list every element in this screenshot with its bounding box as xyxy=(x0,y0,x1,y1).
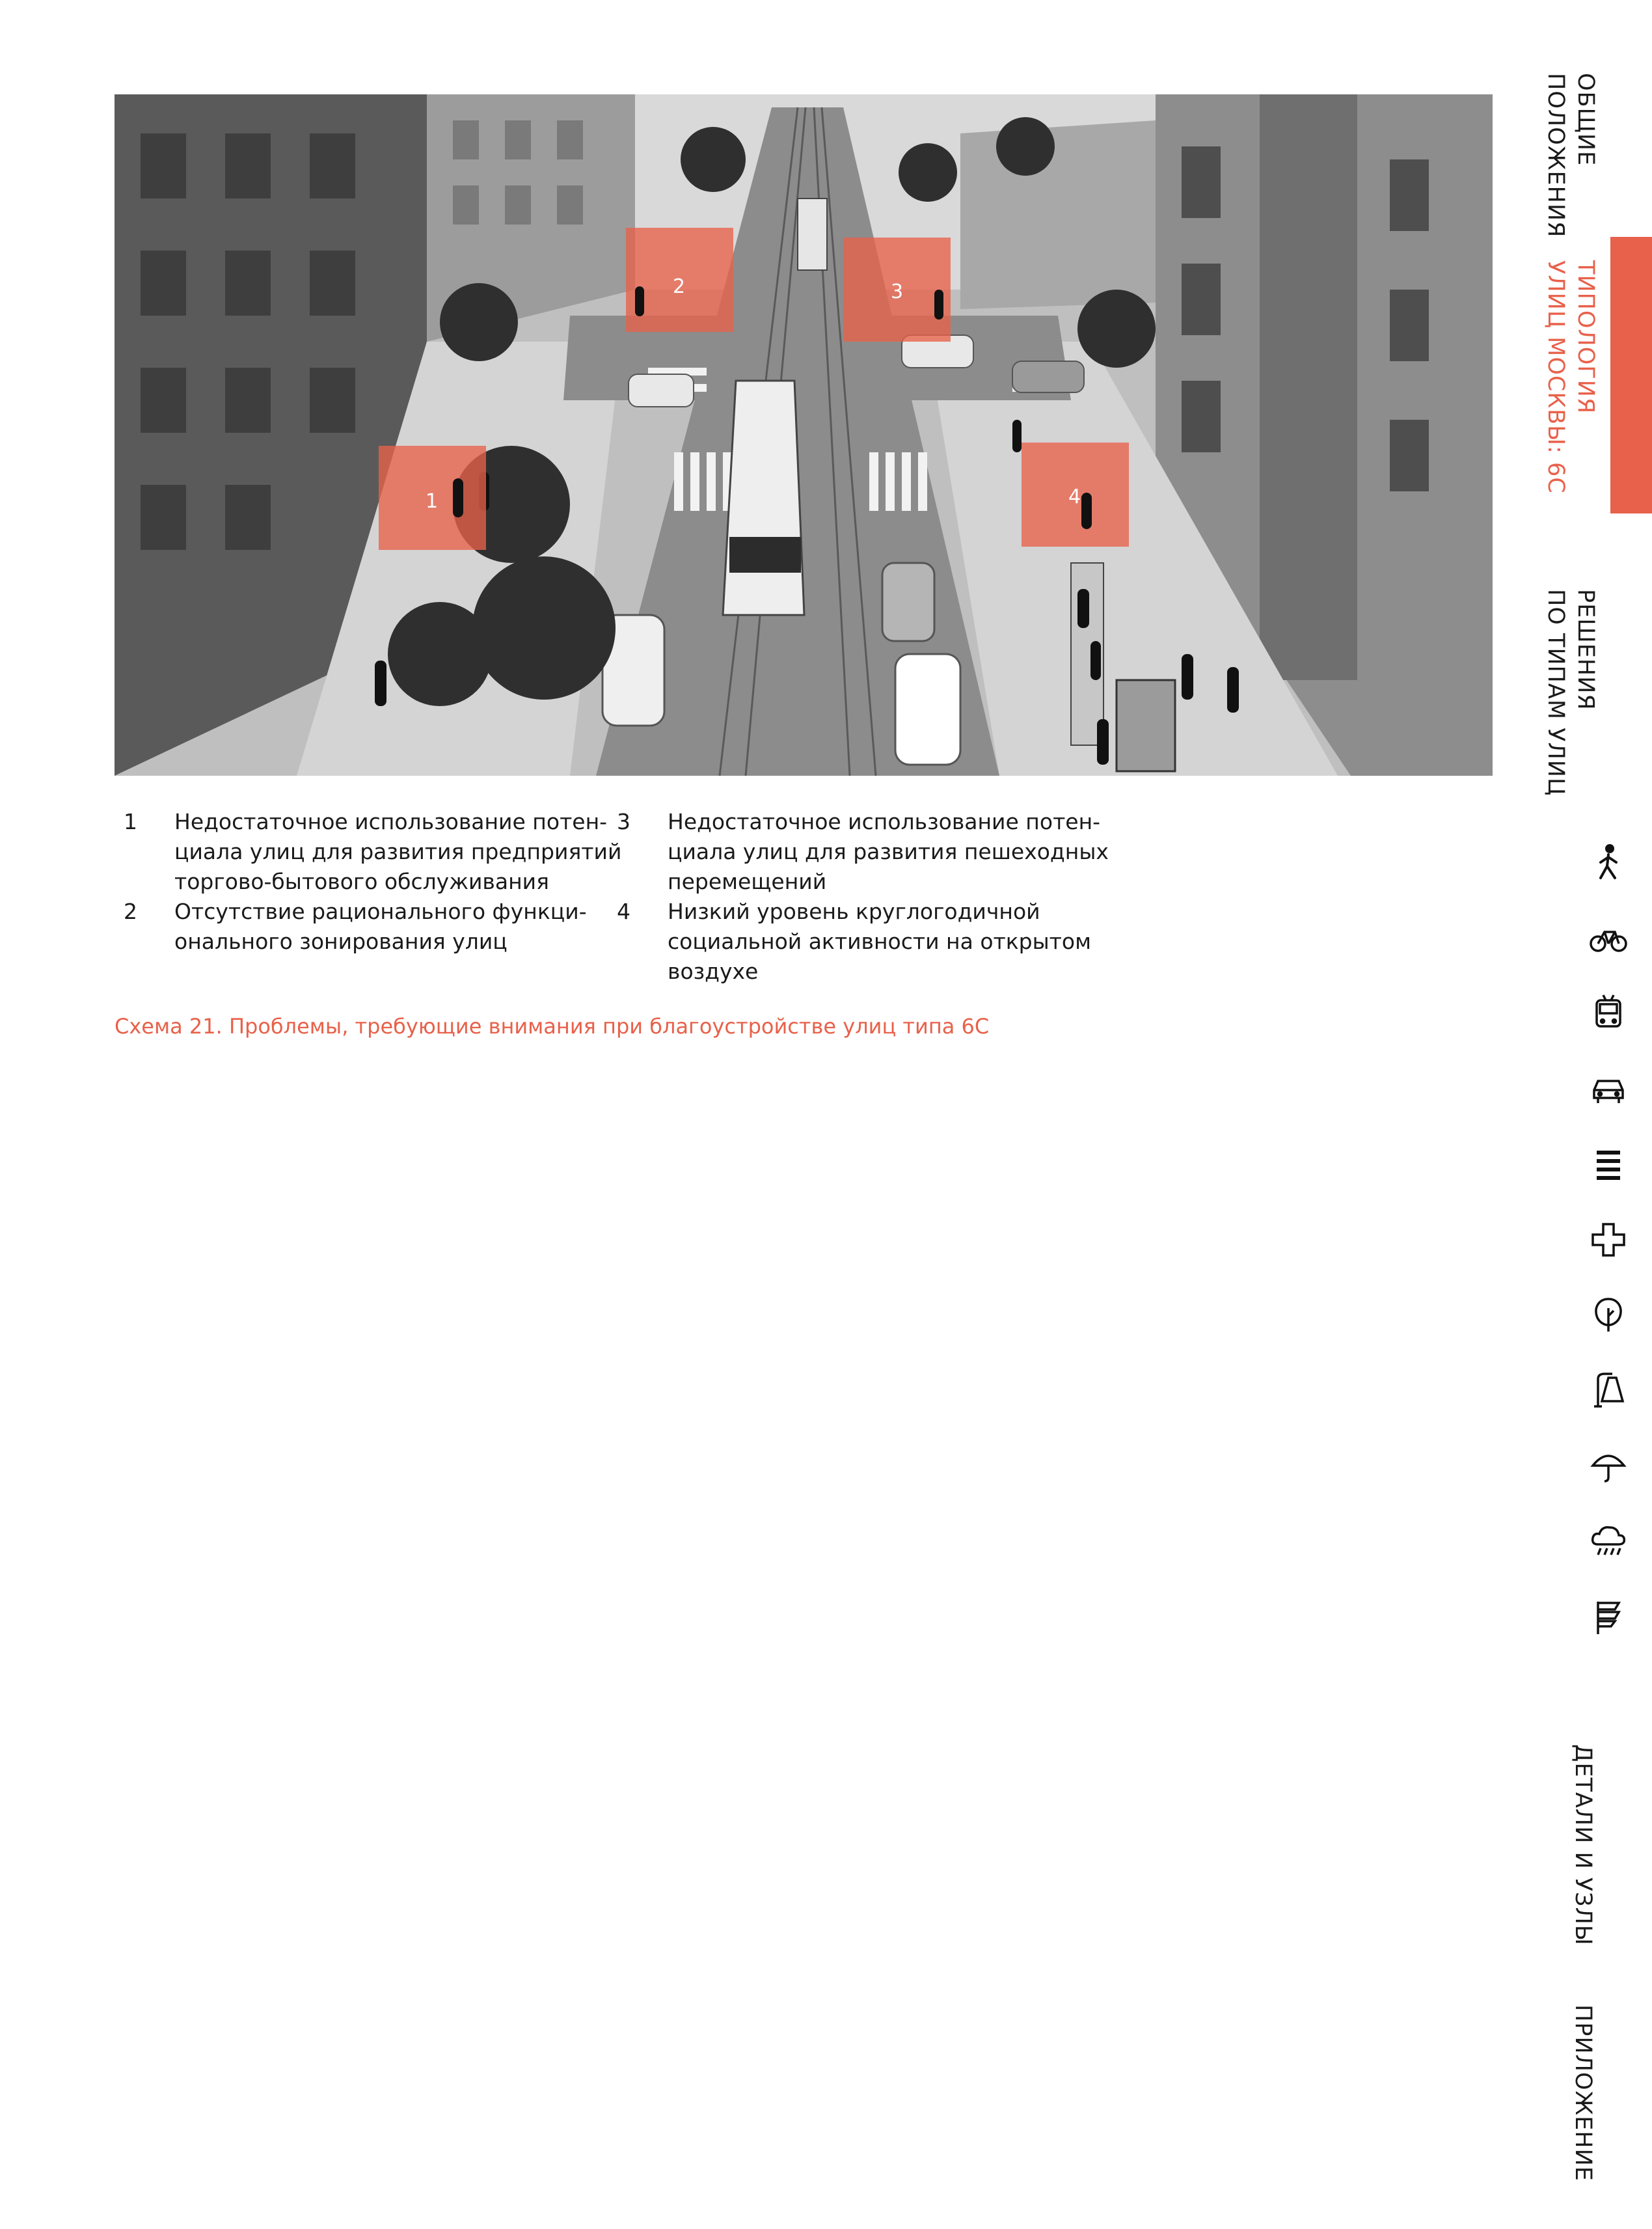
lighting-icon[interactable] xyxy=(1589,1370,1628,1409)
car-icon[interactable] xyxy=(1589,1071,1628,1110)
rain-cloud-icon[interactable] xyxy=(1589,1521,1628,1560)
legend-text: Недостаточное использование потен- циала улиц для развития предприятий торгово-бытового обслуживания xyxy=(174,809,622,894)
umbrella-icon[interactable] xyxy=(1589,1446,1628,1485)
legend-item-1 xyxy=(124,807,622,898)
legend-number: 3 xyxy=(617,809,630,834)
legend-item-4 xyxy=(617,897,1092,988)
zone-marker-2: 2 xyxy=(673,275,686,298)
figure-caption: Схема 21. Проблемы, требующие внимания при благоустройстве улиц типа 6С xyxy=(115,1014,990,1039)
parking-lines-icon[interactable] xyxy=(1589,1145,1628,1184)
legend-text: Недостаточное использование потен- циала улиц для развития пешеходных перемещений xyxy=(668,809,1109,894)
nav-section-general[interactable]: ОБЩИЕ ПОЛОЖЕНИЯ xyxy=(1543,73,1599,238)
nav-section-appendix[interactable]: ПРИЛОЖЕНИЕ xyxy=(1570,2004,1596,2181)
legend-item-2 xyxy=(124,897,599,958)
zone-marker-1: 1 xyxy=(426,490,439,513)
legend-text: Отсутствие рационального функци- онального зонирования улиц xyxy=(174,899,587,954)
legend-item-3 xyxy=(617,807,1109,898)
tree-icon[interactable] xyxy=(1589,1295,1628,1334)
active-section-highlight xyxy=(1610,237,1652,513)
signage-flag-icon[interactable] xyxy=(1589,1598,1628,1637)
pedestrian-icon[interactable] xyxy=(1589,843,1628,882)
legend-number: 1 xyxy=(124,809,137,834)
bicycle-icon[interactable] xyxy=(1589,919,1628,958)
legend-text: Низкий уровень круглогодичной социальной активности на открытом воздухе xyxy=(668,899,1091,984)
nav-section-details[interactable]: ДЕТАЛИ И УЗЛЫ xyxy=(1570,1744,1596,1946)
legend-number: 2 xyxy=(124,899,137,924)
medical-cross-icon[interactable] xyxy=(1589,1220,1628,1259)
legend-number: 4 xyxy=(617,899,630,924)
nav-section-typology[interactable]: ТИПОЛОГИЯ УЛИЦ МОСКВЫ: 6С xyxy=(1543,260,1599,494)
trolleybus-icon[interactable] xyxy=(1589,994,1628,1033)
nav-section-solutions[interactable]: РЕШЕНИЯ ПО ТИПАМ УЛИЦ xyxy=(1543,589,1599,797)
zone-marker-4: 4 xyxy=(1068,485,1081,508)
zone-marker-3: 3 xyxy=(891,280,904,303)
street-illustration xyxy=(115,94,1493,776)
